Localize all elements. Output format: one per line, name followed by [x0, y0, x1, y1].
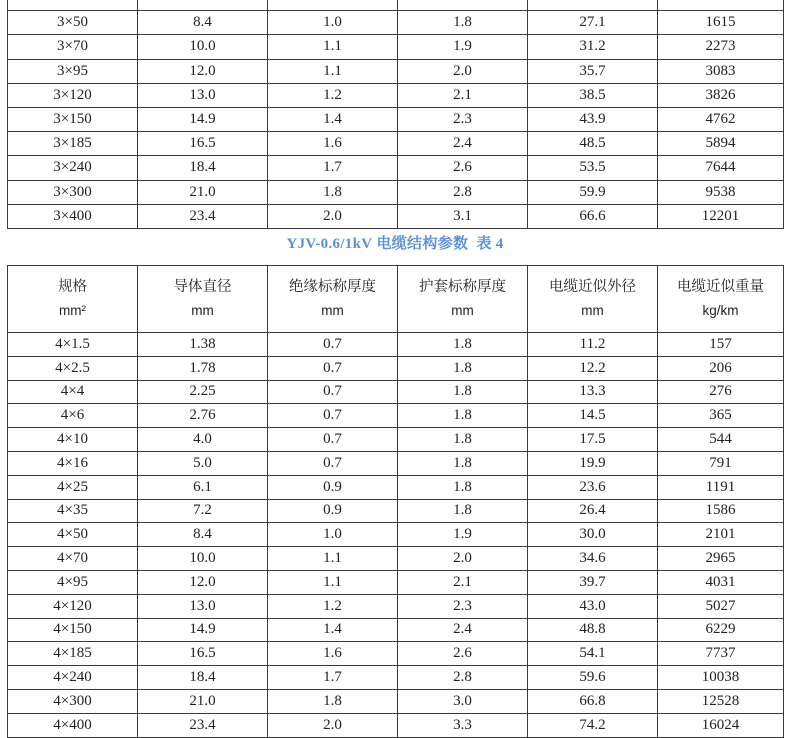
table-cell: 2.0 — [268, 204, 398, 228]
header-conductor-diameter — [138, 266, 268, 333]
header-name: 导体直径 — [173, 279, 232, 295]
table-cell: 791 — [658, 451, 784, 475]
table-row — [8, 59, 784, 83]
table-cell — [398, 0, 528, 11]
table-cell: 7737 — [658, 642, 784, 666]
table-cell: 48.5 — [528, 132, 658, 156]
table-cell: 38.5 — [528, 83, 658, 107]
table-row — [8, 204, 784, 228]
table-cell: 2.0 — [268, 713, 398, 737]
table-cell: 14.9 — [138, 618, 268, 642]
table-cell: 35.7 — [528, 59, 658, 83]
table-cell: 1.4 — [268, 618, 398, 642]
table-cell: 59.6 — [528, 666, 658, 690]
header-unit: mm² — [59, 303, 86, 318]
table-cell: 1.6 — [268, 132, 398, 156]
table-cell: 12.2 — [528, 356, 658, 380]
table-cell: 4×4 — [8, 380, 138, 404]
table-cell: 13.0 — [138, 594, 268, 618]
table-cell: 1.1 — [268, 547, 398, 571]
table-cell: 8.4 — [138, 11, 268, 35]
table-cell: 4762 — [658, 107, 784, 131]
table-cell: 48.8 — [528, 618, 658, 642]
cable-spec-table-4 — [7, 265, 784, 738]
header-name: 绝缘标称厚度 — [289, 279, 376, 295]
table-cell: 1.78 — [138, 356, 268, 380]
table-cell: 1.2 — [268, 594, 398, 618]
table-cell: 2.1 — [398, 83, 528, 107]
table-cell: 3×70 — [8, 35, 138, 59]
table-row — [8, 618, 784, 642]
table-cell: 0.7 — [268, 428, 398, 452]
table-row — [8, 523, 784, 547]
table-cell: 1.8 — [398, 451, 528, 475]
header-unit: mm — [321, 303, 344, 318]
table-row — [8, 132, 784, 156]
table-cell: 14.5 — [528, 404, 658, 428]
header-name: 电缆近似重量 — [677, 279, 764, 295]
caption-title: 电缆结构参数 — [376, 234, 469, 252]
table-cell: 1.0 — [268, 523, 398, 547]
table-row — [8, 689, 784, 713]
table-cell — [268, 0, 398, 11]
table-cell: 4×1.5 — [8, 333, 138, 357]
table-cell: 54.1 — [528, 642, 658, 666]
table-cell: 1.8 — [398, 499, 528, 523]
table-row — [8, 35, 784, 59]
table-cell: 21.0 — [138, 180, 268, 204]
table-cell: 66.6 — [528, 204, 658, 228]
table-cell: 4×50 — [8, 523, 138, 547]
table-cell: 1.8 — [268, 180, 398, 204]
table-cell: 34.6 — [528, 547, 658, 571]
table-cell: 3×300 — [8, 180, 138, 204]
table-cell: 4×16 — [8, 451, 138, 475]
table-cell: 5.0 — [138, 451, 268, 475]
table-cell: 43.0 — [528, 594, 658, 618]
table-cell: 4×2.5 — [8, 356, 138, 380]
table-row — [8, 156, 784, 180]
table-row — [8, 356, 784, 380]
table-cell: 16.5 — [138, 132, 268, 156]
table-cell: 4×150 — [8, 618, 138, 642]
table-row — [8, 642, 784, 666]
table-cell: 74.2 — [528, 713, 658, 737]
table-cell: 1.8 — [398, 428, 528, 452]
table-cell: 1615 — [658, 11, 784, 35]
table-cell: 2273 — [658, 35, 784, 59]
table-cell: 13.3 — [528, 380, 658, 404]
table-cell: 23.6 — [528, 475, 658, 499]
caption-table-number: 4 — [495, 236, 504, 252]
table-cell: 3083 — [658, 59, 784, 83]
table-cell: 1.38 — [138, 333, 268, 357]
table-cell: 10.0 — [138, 547, 268, 571]
table-cell: 1.8 — [398, 380, 528, 404]
table-cell: 3×240 — [8, 156, 138, 180]
table-row — [8, 428, 784, 452]
table-cell: 3×185 — [8, 132, 138, 156]
table-cell: 2101 — [658, 523, 784, 547]
table-cell: 12528 — [658, 689, 784, 713]
table-cell: 2.8 — [398, 666, 528, 690]
table-cell: 2.4 — [398, 618, 528, 642]
header-unit: mm — [581, 303, 604, 318]
table-cell: 23.4 — [138, 204, 268, 228]
table-cell: 59.9 — [528, 180, 658, 204]
table-cell: 1.8 — [398, 11, 528, 35]
table-cell: 3×95 — [8, 59, 138, 83]
header-outer-diameter — [528, 266, 658, 333]
table-cell: 2.25 — [138, 380, 268, 404]
header-name: 规格 — [58, 279, 87, 295]
table-cell: 14.9 — [138, 107, 268, 131]
table-cell: 4×70 — [8, 547, 138, 571]
table-cell: 1.8 — [398, 475, 528, 499]
header-unit: kg/km — [702, 303, 739, 318]
table-cell: 5027 — [658, 594, 784, 618]
table-cell: 2965 — [658, 547, 784, 571]
table-row — [8, 0, 784, 11]
table-cell: 12.0 — [138, 570, 268, 594]
table-cell: 21.0 — [138, 689, 268, 713]
caption-table-label: 表 — [476, 234, 492, 252]
table-cell: 3826 — [658, 83, 784, 107]
table-cell: 3.3 — [398, 713, 528, 737]
table-cell: 31.2 — [528, 35, 658, 59]
table-cell: 4×240 — [8, 666, 138, 690]
table-cell: 1.8 — [398, 356, 528, 380]
table-cell: 1.7 — [268, 666, 398, 690]
table-cell: 18.4 — [138, 156, 268, 180]
header-spec — [8, 266, 138, 333]
table-cell: 4×10 — [8, 428, 138, 452]
table-cell: 13.0 — [138, 83, 268, 107]
table-cell: 8.4 — [138, 523, 268, 547]
table-cell: 4×95 — [8, 570, 138, 594]
table-cell: 9538 — [658, 180, 784, 204]
table-row — [8, 11, 784, 35]
table-row — [8, 594, 784, 618]
table-row — [8, 451, 784, 475]
table-cell: 4×35 — [8, 499, 138, 523]
table-cell: 66.8 — [528, 689, 658, 713]
table-cell: 53.5 — [528, 156, 658, 180]
table-cell: 0.7 — [268, 333, 398, 357]
table-cell: 1.8 — [268, 689, 398, 713]
table-cell: 2.6 — [398, 156, 528, 180]
table-cell: 2.3 — [398, 594, 528, 618]
table-cell: 26.4 — [528, 499, 658, 523]
table-cell: 1.1 — [268, 59, 398, 83]
table-row — [8, 570, 784, 594]
table-cell: 23.4 — [138, 713, 268, 737]
table-cell: 2.8 — [398, 180, 528, 204]
table-cell: 4×300 — [8, 689, 138, 713]
table-row — [8, 666, 784, 690]
table-cell: 12.0 — [138, 59, 268, 83]
table-cell: 365 — [658, 404, 784, 428]
header-name: 电缆近似外径 — [549, 279, 636, 295]
header-insulation-thickness — [268, 266, 398, 333]
table-cell: 0.7 — [268, 451, 398, 475]
table-cell: 1.9 — [398, 523, 528, 547]
table-cell — [528, 0, 658, 11]
table-cell: 4031 — [658, 570, 784, 594]
table-cell: 3.0 — [398, 689, 528, 713]
table-cell: 157 — [658, 333, 784, 357]
table-cell: 11.2 — [528, 333, 658, 357]
table-row — [8, 713, 784, 737]
table-cell: 3×400 — [8, 204, 138, 228]
table-cell: 4×120 — [8, 594, 138, 618]
table-cell: 27.1 — [528, 11, 658, 35]
table-cell: 4×25 — [8, 475, 138, 499]
table-cell: 16024 — [658, 713, 784, 737]
cable-spec-table-3 — [7, 0, 784, 229]
table-cell: 18.4 — [138, 666, 268, 690]
table-4-caption — [0, 232, 790, 253]
table-cell: 2.3 — [398, 107, 528, 131]
table-cell: 0.9 — [268, 475, 398, 499]
table-cell: 2.4 — [398, 132, 528, 156]
header-unit: mm — [451, 303, 474, 318]
table-cell: 3×120 — [8, 83, 138, 107]
table-row — [8, 547, 784, 571]
header-name: 护套标称厚度 — [419, 279, 506, 295]
table-cell: 7.2 — [138, 499, 268, 523]
table-cell: 1.1 — [268, 35, 398, 59]
table-cell — [138, 0, 268, 11]
table-row — [8, 333, 784, 357]
table-cell: 1.1 — [268, 570, 398, 594]
table-cell: 2.0 — [398, 59, 528, 83]
table-cell: 4×6 — [8, 404, 138, 428]
table-cell: 1586 — [658, 499, 784, 523]
table-cell: 10038 — [658, 666, 784, 690]
table-cell: 544 — [658, 428, 784, 452]
table-row — [8, 404, 784, 428]
table-cell: 1.0 — [268, 11, 398, 35]
table-cell: 43.9 — [528, 107, 658, 131]
table-cell: 3×50 — [8, 11, 138, 35]
table-cell: 7644 — [658, 156, 784, 180]
table-cell: 6.1 — [138, 475, 268, 499]
table-cell: 6229 — [658, 618, 784, 642]
table-cell: 5894 — [658, 132, 784, 156]
table-cell: 3×150 — [8, 107, 138, 131]
caption-model: YJV-0.6/1kV — [286, 236, 373, 252]
header-unit: mm — [191, 303, 214, 318]
table-cell: 4×400 — [8, 713, 138, 737]
table-cell: 17.5 — [528, 428, 658, 452]
table-cell: 2.1 — [398, 570, 528, 594]
table-cell: 1.7 — [268, 156, 398, 180]
header-sheath-thickness — [398, 266, 528, 333]
table-row — [8, 107, 784, 131]
table-cell: 206 — [658, 356, 784, 380]
table-cell: 1.8 — [398, 404, 528, 428]
table-cell: 1191 — [658, 475, 784, 499]
table-row — [8, 499, 784, 523]
table-cell: 12201 — [658, 204, 784, 228]
table-cell: 1.6 — [268, 642, 398, 666]
table-cell: 276 — [658, 380, 784, 404]
header-weight — [658, 266, 784, 333]
table-row — [8, 180, 784, 204]
table-cell: 4.0 — [138, 428, 268, 452]
table-cell: 2.76 — [138, 404, 268, 428]
table-cell: 2.0 — [398, 547, 528, 571]
table-cell: 1.8 — [398, 333, 528, 357]
table-cell: 0.9 — [268, 499, 398, 523]
table-row — [8, 83, 784, 107]
table-cell: 10.0 — [138, 35, 268, 59]
table-cell: 4×185 — [8, 642, 138, 666]
table-cell: 19.9 — [528, 451, 658, 475]
table-cell: 39.7 — [528, 570, 658, 594]
table-header-row — [8, 266, 784, 333]
table-cell: 1.4 — [268, 107, 398, 131]
table-cell: 2.6 — [398, 642, 528, 666]
table-cell: 0.7 — [268, 356, 398, 380]
table-cell: 1.2 — [268, 83, 398, 107]
table-cell: 1.9 — [398, 35, 528, 59]
table-cell: 0.7 — [268, 380, 398, 404]
table-cell: 3.1 — [398, 204, 528, 228]
table-cell: 0.7 — [268, 404, 398, 428]
table-cell: 30.0 — [528, 523, 658, 547]
table-row — [8, 380, 784, 404]
table-cell — [8, 0, 138, 11]
table-cell — [658, 0, 784, 11]
table-cell: 16.5 — [138, 642, 268, 666]
table-row — [8, 475, 784, 499]
